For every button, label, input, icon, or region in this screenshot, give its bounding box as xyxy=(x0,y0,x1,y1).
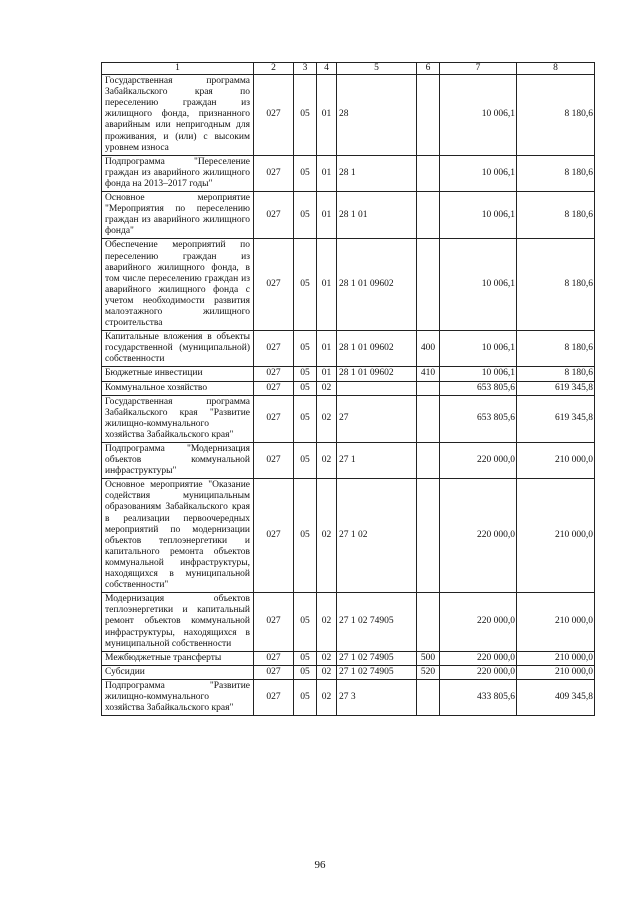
cell-admin: 027 xyxy=(254,593,294,651)
column-header: 4 xyxy=(317,63,337,75)
column-header: 8 xyxy=(517,63,595,75)
cell-v2017: 8 180,6 xyxy=(517,367,595,381)
cell-subsection: 02 xyxy=(317,679,337,715)
cell-v2016: 10 006,1 xyxy=(440,367,517,381)
cell-subsection: 02 xyxy=(317,381,337,395)
cell-v2016: 433 805,6 xyxy=(440,679,517,715)
column-header: 7 xyxy=(440,63,517,75)
cell-target: 28 1 xyxy=(337,155,417,191)
table-row xyxy=(102,367,595,381)
cell-admin: 027 xyxy=(254,381,294,395)
cell-target: 28 1 01 09602 xyxy=(337,239,417,331)
column-header: 5 xyxy=(337,63,417,75)
cell-target: 27 xyxy=(337,395,417,442)
cell-v2016: 10 006,1 xyxy=(440,192,517,239)
cell-v2017: 210 000,0 xyxy=(517,443,595,479)
table-row xyxy=(102,331,595,367)
table-row xyxy=(102,155,595,191)
cell-subsection: 02 xyxy=(317,479,337,593)
table-row xyxy=(102,239,595,331)
cell-subsection: 02 xyxy=(317,395,337,442)
cell-section: 05 xyxy=(294,679,317,715)
table-row xyxy=(102,395,595,442)
cell-v2017: 8 180,6 xyxy=(517,331,595,367)
table-row xyxy=(102,593,595,651)
cell-subsection: 02 xyxy=(317,665,337,679)
cell-subsection: 01 xyxy=(317,192,337,239)
cell-v2017: 210 000,0 xyxy=(517,593,595,651)
cell-name: Подпрограмма "Развитие жилищно-коммунального хозяйства Забайкальского края" xyxy=(102,679,254,715)
cell-type: 500 xyxy=(417,651,440,665)
cell-section: 05 xyxy=(294,593,317,651)
table-row xyxy=(102,192,595,239)
cell-name: Подпрограмма "Переселение граждан из аварийного жилищного фонда на 2013–2017 годы" xyxy=(102,155,254,191)
cell-v2016: 10 006,1 xyxy=(440,75,517,156)
cell-admin: 027 xyxy=(254,395,294,442)
cell-v2016: 220 000,0 xyxy=(440,651,517,665)
cell-subsection: 01 xyxy=(317,75,337,156)
cell-v2017: 210 000,0 xyxy=(517,665,595,679)
cell-admin: 027 xyxy=(254,192,294,239)
cell-admin: 027 xyxy=(254,367,294,381)
cell-admin: 027 xyxy=(254,679,294,715)
column-header: 2 xyxy=(254,63,294,75)
table-row xyxy=(102,651,595,665)
cell-name: Модернизация объектов теплоэнергетики и капитальный ремонт объектов коммунальной инфраструктуры, находящихся в муниципальной собственности xyxy=(102,593,254,651)
cell-section: 05 xyxy=(294,75,317,156)
cell-section: 05 xyxy=(294,155,317,191)
cell-section: 05 xyxy=(294,192,317,239)
cell-v2016: 220 000,0 xyxy=(440,593,517,651)
cell-subsection: 01 xyxy=(317,367,337,381)
cell-type xyxy=(417,239,440,331)
cell-target: 27 1 02 74905 xyxy=(337,593,417,651)
cell-v2016: 10 006,1 xyxy=(440,239,517,331)
budget-table xyxy=(101,62,595,716)
cell-section: 05 xyxy=(294,651,317,665)
cell-subsection: 02 xyxy=(317,593,337,651)
cell-admin: 027 xyxy=(254,665,294,679)
cell-admin: 027 xyxy=(254,75,294,156)
cell-type xyxy=(417,395,440,442)
cell-v2017: 8 180,6 xyxy=(517,155,595,191)
column-header: 1 xyxy=(102,63,254,75)
cell-name: Подпрограмма "Модернизация объектов коммунальной инфраструктуры" xyxy=(102,443,254,479)
cell-target: 28 1 01 09602 xyxy=(337,331,417,367)
cell-v2016: 220 000,0 xyxy=(440,665,517,679)
cell-type xyxy=(417,443,440,479)
cell-type xyxy=(417,381,440,395)
table-row xyxy=(102,665,595,679)
cell-name: Обеспечение мероприятий по переселению граждан из аварийного жилищного фонда, в том числе переселению граждан из аварийного жилищного фонда с учетом необходимости развития малоэтажного жилищного строительства xyxy=(102,239,254,331)
cell-v2016: 220 000,0 xyxy=(440,443,517,479)
table-row xyxy=(102,75,595,156)
cell-type xyxy=(417,479,440,593)
cell-section: 05 xyxy=(294,395,317,442)
cell-section: 05 xyxy=(294,331,317,367)
cell-target: 27 1 02 74905 xyxy=(337,651,417,665)
cell-section: 05 xyxy=(294,443,317,479)
cell-subsection: 02 xyxy=(317,651,337,665)
column-header: 3 xyxy=(294,63,317,75)
cell-type xyxy=(417,155,440,191)
cell-v2017: 619 345,8 xyxy=(517,395,595,442)
cell-section: 05 xyxy=(294,479,317,593)
cell-section: 05 xyxy=(294,367,317,381)
cell-admin: 027 xyxy=(254,479,294,593)
cell-admin: 027 xyxy=(254,331,294,367)
cell-v2017: 210 000,0 xyxy=(517,479,595,593)
cell-type: 410 xyxy=(417,367,440,381)
cell-target: 28 1 01 xyxy=(337,192,417,239)
cell-subsection: 01 xyxy=(317,239,337,331)
cell-type xyxy=(417,593,440,651)
cell-v2017: 619 345,8 xyxy=(517,381,595,395)
table-row xyxy=(102,679,595,715)
cell-target: 27 1 xyxy=(337,443,417,479)
cell-section: 05 xyxy=(294,239,317,331)
cell-type xyxy=(417,679,440,715)
cell-v2017: 8 180,6 xyxy=(517,75,595,156)
cell-section: 05 xyxy=(294,381,317,395)
cell-v2017: 409 345,8 xyxy=(517,679,595,715)
cell-name: Капитальные вложения в объекты государственной (муниципальной) собственности xyxy=(102,331,254,367)
cell-target: 28 xyxy=(337,75,417,156)
cell-type: 520 xyxy=(417,665,440,679)
cell-v2016: 10 006,1 xyxy=(440,155,517,191)
cell-name: Бюджетные инвестиции xyxy=(102,367,254,381)
cell-admin: 027 xyxy=(254,651,294,665)
table-header-row xyxy=(102,63,595,75)
cell-type xyxy=(417,75,440,156)
cell-subsection: 01 xyxy=(317,155,337,191)
column-header: 6 xyxy=(417,63,440,75)
cell-type: 400 xyxy=(417,331,440,367)
cell-target: 27 3 xyxy=(337,679,417,715)
cell-v2017: 8 180,6 xyxy=(517,192,595,239)
cell-name: Основное мероприятие "Оказание содействия муниципальным образованиям Забайкальского края в реализации первоочередных мероприятий по модернизации объектов теплоэнергетики и капитального ремонта объектов коммунальной инфраструктуры, находящихся в муниципальной собственности" xyxy=(102,479,254,593)
cell-admin: 027 xyxy=(254,443,294,479)
cell-v2016: 220 000,0 xyxy=(440,479,517,593)
cell-name: Межбюджетные трансферты xyxy=(102,651,254,665)
table-row xyxy=(102,381,595,395)
cell-subsection: 01 xyxy=(317,331,337,367)
cell-target xyxy=(337,381,417,395)
cell-v2016: 653 805,6 xyxy=(440,381,517,395)
cell-type xyxy=(417,192,440,239)
cell-target: 27 1 02 74905 xyxy=(337,665,417,679)
cell-target: 27 1 02 xyxy=(337,479,417,593)
cell-section: 05 xyxy=(294,665,317,679)
page-number: 96 xyxy=(314,859,326,871)
table-row xyxy=(102,443,595,479)
table-row xyxy=(102,479,595,593)
cell-v2017: 8 180,6 xyxy=(517,239,595,331)
cell-admin: 027 xyxy=(254,155,294,191)
cell-v2016: 10 006,1 xyxy=(440,331,517,367)
cell-name: Государственная программа Забайкальского края "Развитие жилищно-коммунального хозяйства Забайкальского края" xyxy=(102,395,254,442)
cell-name: Субсидии xyxy=(102,665,254,679)
cell-name: Основное мероприятие "Мероприятия по переселению граждан из аварийного жилищного фонда" xyxy=(102,192,254,239)
cell-name: Государственная программа Забайкальского края по переселению граждан из жилищного фонда, признанного аварийным или непригодным для проживания, и (или) с высоким уровнем износа xyxy=(102,75,254,156)
cell-target: 28 1 01 09602 xyxy=(337,367,417,381)
cell-v2016: 653 805,6 xyxy=(440,395,517,442)
cell-subsection: 02 xyxy=(317,443,337,479)
cell-admin: 027 xyxy=(254,239,294,331)
cell-name: Коммунальное хозяйство xyxy=(102,381,254,395)
cell-v2017: 210 000,0 xyxy=(517,651,595,665)
